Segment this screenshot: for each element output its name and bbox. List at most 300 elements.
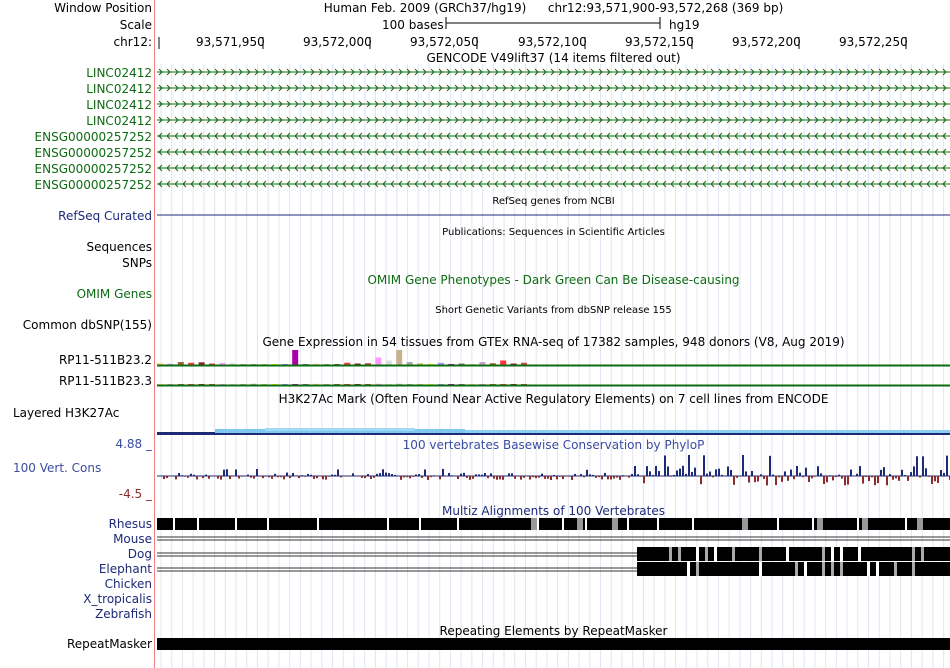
cons-bar — [562, 476, 564, 479]
cons-bar — [688, 455, 690, 476]
ruler-tick-label: 93,572,250 — [839, 35, 908, 49]
cons-bar — [733, 476, 735, 485]
ruler-tick-label: 93,572,050 — [410, 35, 479, 49]
cons-bar — [490, 473, 492, 476]
cons-bar — [178, 473, 180, 476]
cons-bar — [463, 473, 465, 476]
repeatmasker-track[interactable] — [157, 637, 950, 651]
cons-bar — [634, 466, 636, 476]
cons-bar — [181, 475, 183, 476]
cons-bar — [589, 474, 591, 476]
cons-bar — [271, 476, 273, 479]
cons-bar — [307, 474, 309, 476]
cons-bar — [787, 476, 789, 481]
gtex-bar[interactable] — [386, 361, 392, 366]
scale-bases: 100 bases — [382, 18, 444, 32]
cons-bar — [532, 476, 534, 477]
cons-bar — [568, 476, 570, 477]
gtex-bar[interactable] — [396, 350, 402, 365]
cons-bar — [487, 476, 489, 478]
gene-feature[interactable] — [157, 149, 950, 155]
cons-bar — [604, 473, 606, 476]
dbsnp-label[interactable]: Common dbSNP(155) — [22, 318, 152, 332]
cons-bar — [328, 476, 330, 477]
cons-bar — [304, 476, 306, 477]
multiz-title: Multiz Alignments of 100 Vertebrates — [441, 504, 666, 518]
publications-label[interactable]: Sequences — [86, 240, 152, 254]
elephant-alignment[interactable] — [157, 562, 950, 576]
cons-bar — [652, 475, 654, 476]
cons-bar — [679, 469, 681, 476]
cons-bar — [163, 476, 165, 479]
position-range: chr12:93,571,900-93,572,268 (369 bp) — [547, 1, 784, 15]
gene-label[interactable]: LINC02412 — [86, 82, 152, 96]
cons-bar — [580, 474, 582, 476]
cons-bar — [469, 476, 471, 480]
cons-bar — [379, 473, 381, 476]
cons-bar — [268, 476, 270, 477]
rhesus-alignment[interactable] — [157, 518, 950, 530]
cons-bar — [352, 473, 354, 476]
gene-feature[interactable] — [157, 117, 950, 123]
cons-bar — [715, 469, 717, 476]
cons-bar — [736, 476, 738, 478]
cons-bar — [592, 475, 594, 476]
cons-bar — [673, 475, 675, 476]
multiz-track[interactable] — [157, 516, 950, 624]
cons-bar — [796, 466, 798, 476]
gene-label[interactable]: ENSG00000257252 — [34, 162, 152, 176]
cons-bar — [784, 471, 786, 476]
cons-bar — [325, 476, 327, 480]
cons-bar — [406, 476, 408, 477]
cons-bar — [262, 476, 264, 478]
cons-bar — [412, 476, 414, 477]
refseq-track[interactable] — [157, 208, 950, 222]
gene-feature[interactable] — [157, 133, 950, 139]
cons-bar — [856, 474, 858, 476]
cons-bar — [622, 475, 624, 476]
window-position-label: Window Position — [54, 1, 152, 15]
cons-bar — [571, 476, 573, 480]
cons-bar — [376, 474, 378, 476]
cons-bar — [940, 470, 942, 476]
cons-bar — [496, 476, 498, 480]
cons-bar — [484, 473, 486, 476]
cons-bar — [658, 471, 660, 476]
ruler-tick-label: 93,571,950 — [196, 35, 265, 49]
cons-bar — [907, 476, 909, 481]
cons-bar — [601, 476, 603, 479]
cons-bar — [400, 476, 402, 480]
cons-bar — [373, 476, 375, 478]
cons-bar — [646, 466, 648, 476]
cons-bar — [292, 473, 294, 476]
gtex-track[interactable] — [157, 347, 950, 389]
cons-bar — [220, 476, 222, 480]
cons-min-label: -4.5 _ — [118, 487, 152, 501]
cons-bar — [772, 475, 774, 476]
mouse-alignment[interactable] — [157, 537, 950, 540]
cons-bar — [421, 476, 423, 478]
cons-bar — [757, 476, 759, 481]
cons-bar — [823, 476, 825, 484]
species-label[interactable]: Chicken — [104, 577, 152, 591]
cons-bar — [817, 466, 819, 476]
cons-bar — [283, 476, 285, 479]
cons-bar — [898, 476, 900, 481]
cons-bar — [175, 476, 177, 479]
cons-bar — [709, 472, 711, 476]
cons-bar — [901, 470, 903, 476]
cons-bar — [922, 456, 924, 476]
cons-bar — [931, 476, 933, 484]
cons-bar — [934, 476, 936, 481]
cons-bar — [322, 476, 324, 479]
cons-bar — [844, 476, 846, 485]
cons-bar — [511, 473, 513, 476]
cons-bar — [361, 476, 363, 478]
cons-bar — [202, 476, 204, 478]
cons-bar — [316, 476, 318, 478]
cons-bar — [850, 470, 852, 476]
cons-bar — [280, 476, 282, 477]
cons-bar — [649, 471, 651, 476]
cons-bar — [718, 469, 720, 476]
cons-bar — [556, 476, 558, 479]
cons-bar — [370, 476, 372, 479]
cons-bar — [256, 469, 258, 476]
gene-label[interactable]: LINC02412 — [86, 98, 152, 112]
cons-bar — [187, 476, 189, 478]
gtex-bar[interactable] — [292, 350, 298, 365]
publications-title: Publications: Sequences in Scientific Articles — [442, 227, 665, 238]
h3k27ac-track[interactable] — [157, 426, 950, 436]
cons-bar — [643, 476, 645, 483]
cons-bar — [190, 474, 192, 476]
cons-bar — [475, 474, 477, 476]
cons-bar — [277, 476, 279, 477]
cons-bar — [793, 476, 795, 479]
cons-bar — [775, 476, 777, 485]
scale-db: hg19 — [669, 18, 700, 32]
cons-bar — [805, 468, 807, 476]
cons-max-label: 4.88 _ — [115, 437, 152, 451]
assembly-name: Human Feb. 2009 (GRCh37/hg19) — [323, 1, 527, 15]
cons-bar — [451, 475, 453, 476]
cons-bar — [682, 466, 684, 476]
cons-bar — [310, 475, 312, 476]
cons-bar — [889, 474, 891, 476]
cons-bar — [616, 476, 618, 478]
gene-feature[interactable] — [157, 181, 950, 187]
cons-bar — [937, 476, 939, 483]
cons-bar — [520, 476, 522, 480]
cons-bar — [862, 476, 864, 484]
cons-bar — [883, 467, 885, 476]
gtex-gene-label[interactable]: RP11-511B23.2 — [58, 353, 152, 367]
cons-bar — [619, 476, 621, 480]
cons-bar — [721, 475, 723, 476]
cons-bar — [457, 476, 459, 479]
gene-label[interactable]: ENSG00000257252 — [34, 130, 152, 144]
cons-bar — [667, 466, 669, 476]
scale-label: Scale — [119, 18, 152, 32]
cons-bar — [607, 476, 609, 479]
track-data-area[interactable] — [157, 0, 950, 668]
cons-bar — [892, 476, 894, 480]
cons-bar — [298, 476, 300, 478]
cons-bar — [742, 455, 744, 476]
cons-bar — [874, 476, 876, 485]
cons-bar — [595, 476, 597, 478]
cons-bar — [583, 476, 585, 477]
cons-bar — [865, 476, 867, 477]
omim-title: OMIM Gene Phenotypes - Dark Green Can Be Disease-causing — [367, 273, 740, 287]
cons-bar — [247, 475, 249, 476]
cons-bar — [802, 476, 804, 477]
cons-bar — [946, 456, 948, 476]
cons-bar — [193, 475, 195, 476]
cons-bar — [637, 474, 639, 476]
chrom-label: chr12: — [113, 35, 152, 49]
label-divider — [154, 0, 155, 668]
cons-bar — [712, 476, 714, 477]
gene-label[interactable]: LINC02412 — [86, 114, 152, 128]
gene-feature[interactable] — [157, 165, 950, 171]
refseq-title: RefSeq genes from NCBI — [492, 196, 615, 207]
cons-bar — [241, 476, 243, 477]
cons-bar — [427, 476, 429, 480]
cons-bar — [205, 475, 207, 476]
track-label-column — [0, 0, 154, 668]
cons-bar — [529, 476, 531, 479]
cons-bar — [826, 476, 828, 482]
cons-bar — [460, 474, 462, 476]
cons-bar — [235, 469, 237, 476]
omim-label[interactable]: OMIM Genes — [76, 287, 152, 301]
ruler-tick-label: 93,572,150 — [625, 35, 694, 49]
h3k27ac-title: H3K27Ac Mark (Often Found Near Active Regulatory Elements) on 7 cell lines from ENCODE — [278, 392, 829, 406]
ruler-tick-label: 93,572,000 — [303, 35, 372, 49]
cons-bar — [832, 476, 834, 480]
cons-label[interactable]: 100 Vert. Cons — [13, 461, 102, 475]
species-label[interactable]: X_tropicalis — [83, 592, 152, 606]
cons-bar — [337, 469, 339, 476]
scale-bar — [445, 15, 661, 31]
cons-bar — [748, 476, 750, 483]
cons-bar — [472, 476, 474, 479]
cons-bar — [229, 476, 231, 479]
cons-bar — [388, 473, 390, 476]
cons-bar — [493, 476, 495, 479]
ruler-tick-label: 93,572,200 — [732, 35, 801, 49]
cons-bar — [223, 470, 225, 476]
cons-bar — [334, 475, 336, 476]
position-readout — [157, 1, 950, 15]
cons-bar — [769, 456, 771, 476]
cons-bar — [676, 470, 678, 476]
cons-bar — [367, 474, 369, 476]
species-label[interactable]: Dog — [127, 547, 152, 561]
cons-bar — [559, 476, 561, 477]
cons-bar — [286, 473, 288, 476]
cons-bar — [238, 476, 240, 478]
gtex-bar[interactable] — [375, 358, 381, 366]
cons-bar — [418, 474, 420, 476]
cons-bar — [811, 476, 813, 478]
cons-bar — [685, 474, 687, 476]
cons-bar — [640, 476, 642, 477]
cons-bar — [730, 470, 732, 476]
cons-bar — [838, 475, 840, 476]
cons-bar — [166, 476, 168, 478]
cons-bar — [799, 473, 801, 476]
cons-bar — [586, 470, 588, 476]
h3k27ac-label[interactable]: Layered H3K27Ac — [13, 406, 120, 420]
gene-feature[interactable] — [157, 101, 950, 107]
dbsnp-title: Short Genetic Variants from dbSNP release 155 — [435, 305, 672, 316]
cons-bar — [631, 474, 633, 476]
cons-bar — [751, 471, 753, 476]
species-label[interactable]: Mouse — [113, 532, 152, 546]
cons-bar — [553, 475, 555, 476]
cons-bar — [226, 469, 228, 476]
cons-bar — [274, 474, 276, 476]
gtex-title: Gene Expression in 54 tissues from GTEx RNA-seq of 17382 samples, 948 donors (V8, Aug 2019) — [262, 335, 845, 349]
cons-bar — [628, 476, 630, 478]
gene-feature[interactable] — [157, 69, 950, 75]
cons-bar — [871, 476, 873, 477]
repeatmasker-title: Repeating Elements by RepeatMasker — [439, 624, 668, 638]
cons-bar — [745, 471, 747, 476]
cons-bar — [184, 476, 186, 477]
cons-bar — [433, 475, 435, 476]
cons-bar — [253, 476, 255, 479]
cons-bar — [466, 476, 468, 478]
species-label[interactable]: Zebrafish — [95, 607, 152, 621]
cons-bar — [541, 474, 543, 476]
cons-bar — [703, 455, 705, 476]
cons-bar — [841, 476, 843, 479]
species-label[interactable]: Rhesus — [108, 517, 152, 531]
cons-bar — [391, 474, 393, 476]
cons-bar — [385, 473, 387, 476]
cons-bar — [691, 472, 693, 476]
gene-label[interactable]: ENSG00000257252 — [34, 178, 152, 192]
cons-bar — [196, 476, 198, 479]
cons-bar — [859, 466, 861, 476]
gene-label[interactable]: LINC02412 — [86, 66, 152, 80]
cons-bar — [943, 473, 945, 476]
cons-bar — [895, 476, 897, 478]
cons-bar — [208, 476, 210, 479]
cons-bar — [442, 469, 444, 476]
cons-bar — [313, 476, 315, 479]
cons-bar — [928, 476, 930, 477]
cons-bar — [781, 476, 783, 482]
ruler-tick-label: 93,572,100 — [518, 35, 587, 49]
cons-bar — [382, 469, 384, 476]
cons-bar — [694, 468, 696, 476]
cons-bar — [655, 466, 657, 476]
cons-bar — [439, 476, 441, 479]
cons-bar — [835, 476, 837, 477]
cons-bar — [790, 470, 792, 476]
ruler-ticks — [157, 35, 950, 51]
repeatmasker-label[interactable]: RepeatMasker — [66, 637, 152, 651]
gene-feature[interactable] — [157, 85, 950, 91]
cons-bar — [301, 475, 303, 476]
cons-bar — [481, 475, 483, 476]
cons-bar — [778, 476, 780, 477]
cons-bar — [538, 476, 540, 478]
cons-bar — [547, 476, 549, 479]
cons-bar — [430, 476, 432, 477]
cons-bar — [727, 466, 729, 476]
cons-bar — [403, 476, 405, 477]
cons-bar — [289, 476, 291, 478]
cons-bar — [340, 476, 342, 477]
cons-bar — [613, 476, 615, 479]
snps-label[interactable]: SNPs — [122, 256, 152, 270]
gtex-bar[interactable] — [500, 361, 506, 366]
cons-bar — [598, 476, 600, 477]
cons-bar — [574, 474, 576, 476]
cons-bar — [913, 466, 915, 476]
cons-bar — [544, 476, 546, 479]
cons-track[interactable] — [157, 455, 950, 500]
cons-bar — [670, 476, 672, 477]
cons-bar — [886, 476, 888, 485]
cons-bar — [550, 476, 552, 480]
cons-bar — [880, 470, 882, 476]
cons-bar — [478, 474, 480, 476]
cons-bar — [706, 474, 708, 476]
cons-bar — [250, 476, 252, 478]
cons-bar — [409, 476, 411, 478]
cons-bar — [535, 476, 537, 478]
cons-bar — [499, 476, 501, 479]
cons-bar — [514, 476, 516, 479]
cons-bar — [610, 476, 612, 479]
cons-bar — [754, 476, 756, 482]
species-label[interactable]: Elephant — [98, 562, 152, 576]
dog-alignment[interactable] — [157, 547, 950, 561]
gtex-gene-label[interactable]: RP11-511B23.3 — [58, 374, 152, 388]
cons-bar — [415, 475, 417, 476]
cons-bar — [766, 476, 768, 485]
refseq-label[interactable]: RefSeq Curated — [58, 209, 152, 223]
cons-bar — [916, 456, 918, 476]
cons-bar — [760, 474, 762, 476]
cons-bar — [502, 476, 504, 480]
cons-bar — [394, 475, 396, 476]
cons-bar — [868, 476, 870, 481]
cons-bar — [424, 469, 426, 476]
cons-bar — [877, 476, 879, 483]
cons-bar — [331, 475, 333, 476]
cons-bar — [820, 473, 822, 476]
gencode-track[interactable] — [157, 64, 950, 192]
gene-label[interactable]: ENSG00000257252 — [34, 146, 152, 160]
cons-bar — [919, 476, 921, 477]
cons-bar — [664, 456, 666, 476]
gencode-title: GENCODE V49lift37 (14 items filtered out) — [426, 51, 681, 65]
cons-bar — [364, 476, 366, 478]
cons-bar — [814, 476, 816, 477]
cons-bar — [904, 475, 906, 476]
